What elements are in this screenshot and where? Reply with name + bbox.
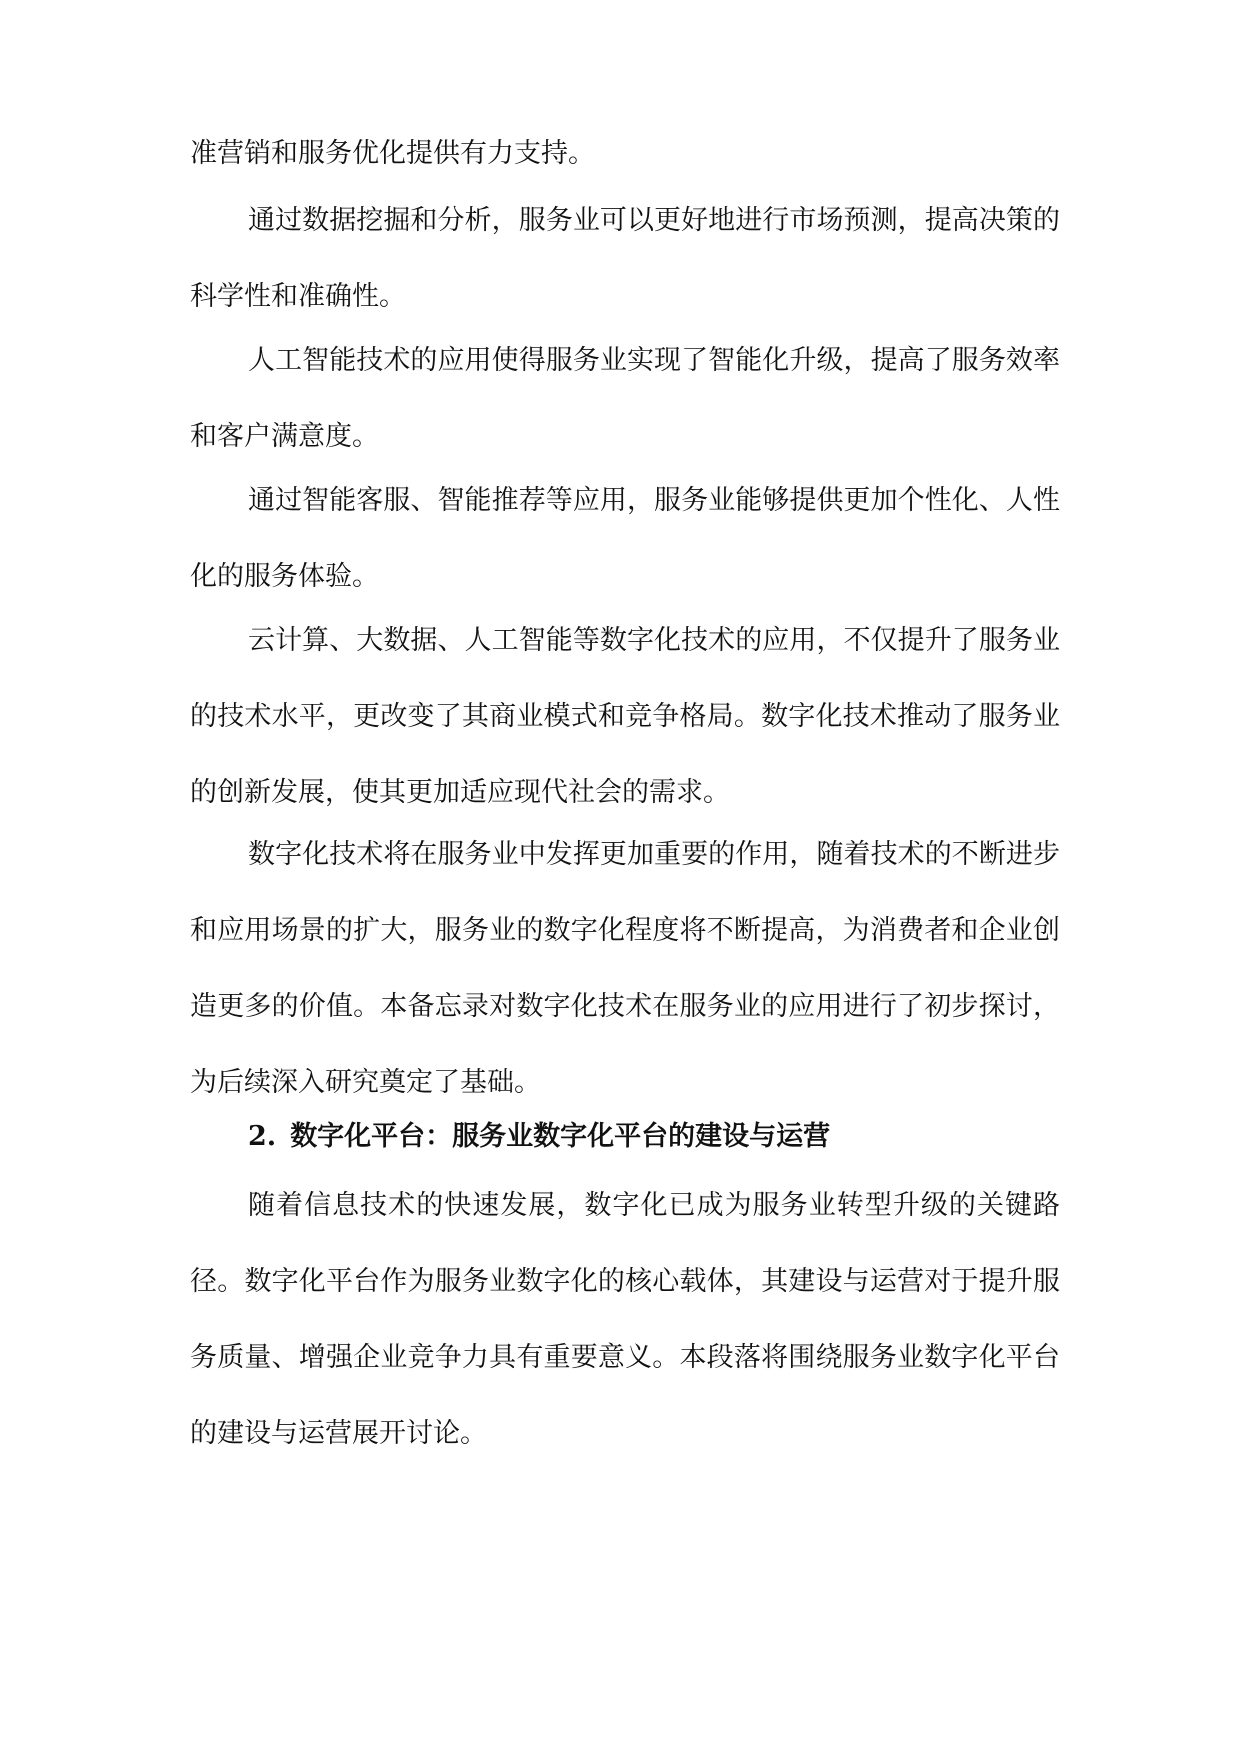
- paragraph-continuation: 准营销和服务优化提供有力支持。: [190, 138, 595, 169]
- section-title: 数字化平台：服务业数字化平台的建设与运营: [290, 1121, 831, 1152]
- section-number: 2.: [248, 1121, 277, 1152]
- paragraph-digital-tech-impact: 云计算、大数据、人工智能等数字化技术的应用，不仅提升了服务业的技术水平，更改变了其商业模式和竞争格局。数字化技术推动了服务业的创新发展，使其更加适应现代社会的需求。: [190, 625, 1060, 808]
- paragraph-data-mining: 通过数据挖掘和分析，服务业可以更好地进行市场预测，提高决策的科学性和准确性。: [190, 205, 1060, 312]
- paragraph-smart-service: 通过智能客服、智能推荐等应用，服务业能够提供更加个性化、人性化的服务体验。: [190, 485, 1060, 592]
- paragraph-platform-intro: 随着信息技术的快速发展，数字化已成为服务业转型升级的关键路径。数字化平台作为服务业数字化的核心载体，其建设与运营对于提升服务质量、增强企业竞争力具有重要意义。本段落将围绕服务业数字化平台的建设与运营展开讨论。: [190, 1190, 1060, 1449]
- paragraph-ai-upgrade: 人工智能技术的应用使得服务业实现了智能化升级，提高了服务效率和客户满意度。: [190, 345, 1060, 452]
- section-heading: [248, 1099, 1048, 1175]
- paragraph-future-outlook: 数字化技术将在服务业中发挥更加重要的作用，随着技术的不断进步和应用场景的扩大，服务业的数字化程度将不断提高，为消费者和企业创造更多的价值。本备忘录对数字化技术在服务业的应用进行了初步探讨，为后续深入研究奠定了基础。: [190, 839, 1060, 1098]
